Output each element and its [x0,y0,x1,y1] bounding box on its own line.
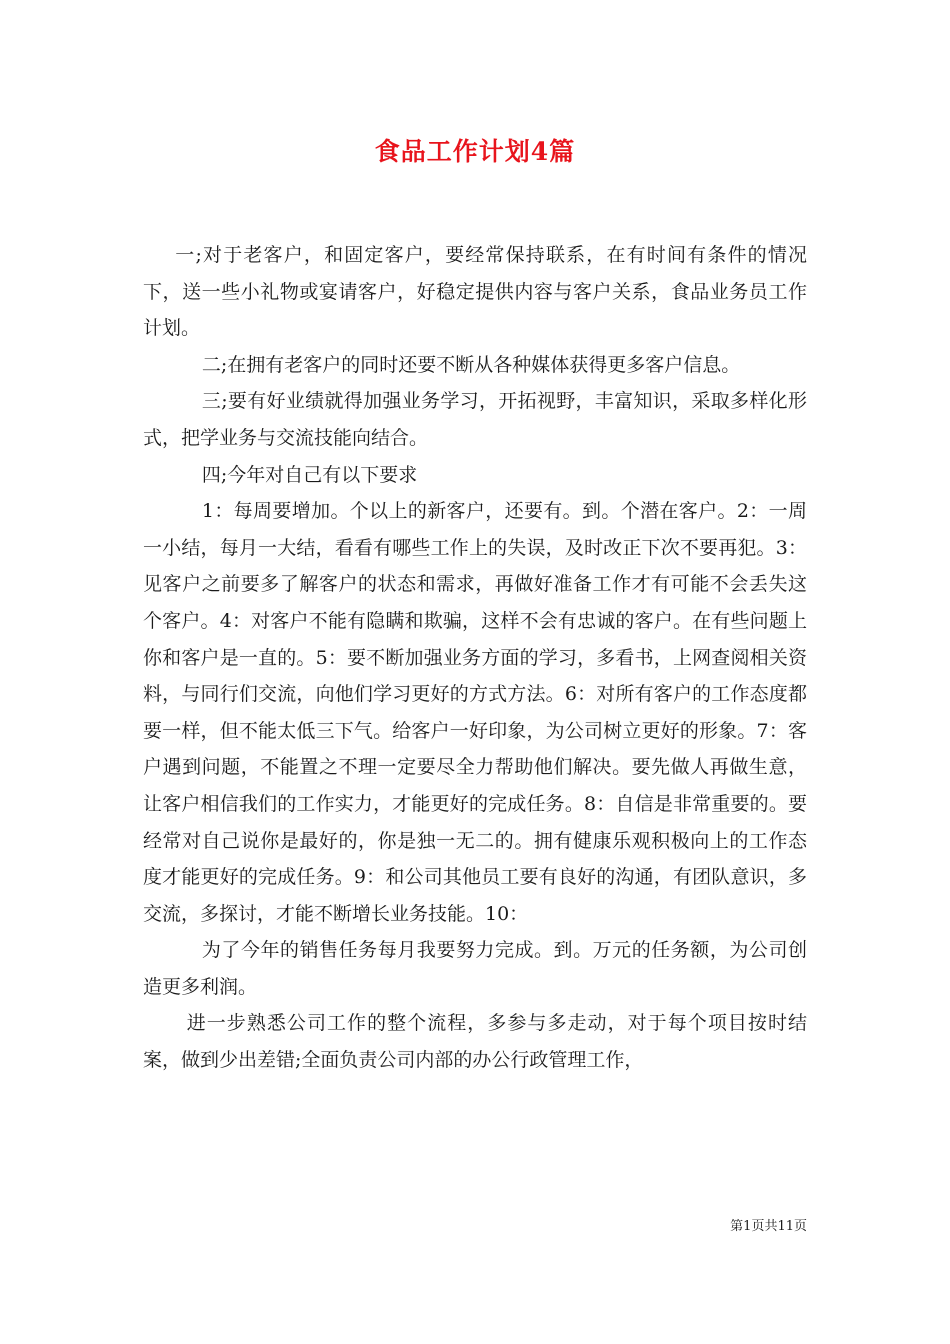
document-body [143,237,807,1079]
paragraph-7: 进一步熟悉公司工作的整个流程，多参与多走动，对于每个项目按时结案，做到少出差错;全面负责公司内部的办公行政管理工作， [143,1012,807,1072]
paragraph-3: 三;要有好业绩就得加强业务学习，开拓视野，丰富知识，采取多样化形式，把学业务与交流技能向结合。 [143,390,807,449]
paragraph-1: 一;对于老客户，和固定客户，要经常保持联系，在有时间有条件的情况下，送一些小礼物或宴请客户，好稳定提供内容与客户关系，食品业务员工作计划。 [143,244,807,340]
paragraph-4: 四;今年对自己有以下要求 [201,463,418,486]
page-number-footer: 第1页共11页 [730,1219,807,1234]
paragraph-6: 为了今年的销售任务每月我要努力完成。到。万元的任务额，为公司创造更多利润。 [143,939,807,998]
document-title: 食品工作计划4篇 [374,137,576,166]
paragraph-5: 1：每周要增加。个以上的新客户，还要有。到。个潜在客户。2：一周一小结，每月一大结，看看有哪些工作上的失误，及时改正下次不要再犯。3：见客户之前要多了解客户的状态和需求，再做好准备工作才有可能不会丢失这个客户。4：对客户不能有隐瞒和欺骗，这样不会有忠诚的客户。在有些问题上你和客户是一直的。5：要不断加强业务方面的学习，多看书，上网查阅相关资料，与同行们交流，向他们学习更好的方式方法。6：对所有客户的工作态度都要一样，但不能太低三下气。给客户一好印象，为公司树立更好的形象。7：客户遇到问题，不能置之不理一定要尽全力帮助他们解决。要先做人再做生意，让客户相信我们的工作实力，才能更好的完成任务。8：自信是非常重要的。要经常对自己说你是最好的，你是独一无二的。拥有健康乐观积极向上的工作态度才能更好的完成任务。9：和公司其他员工要有良好的沟通，有团队意识，多交流，多探讨，才能不断增长业务技能。10： [143,500,807,925]
paragraph-2: 二;在拥有老客户的同时还要不断从各种媒体获得更多客户信息。 [201,353,741,376]
